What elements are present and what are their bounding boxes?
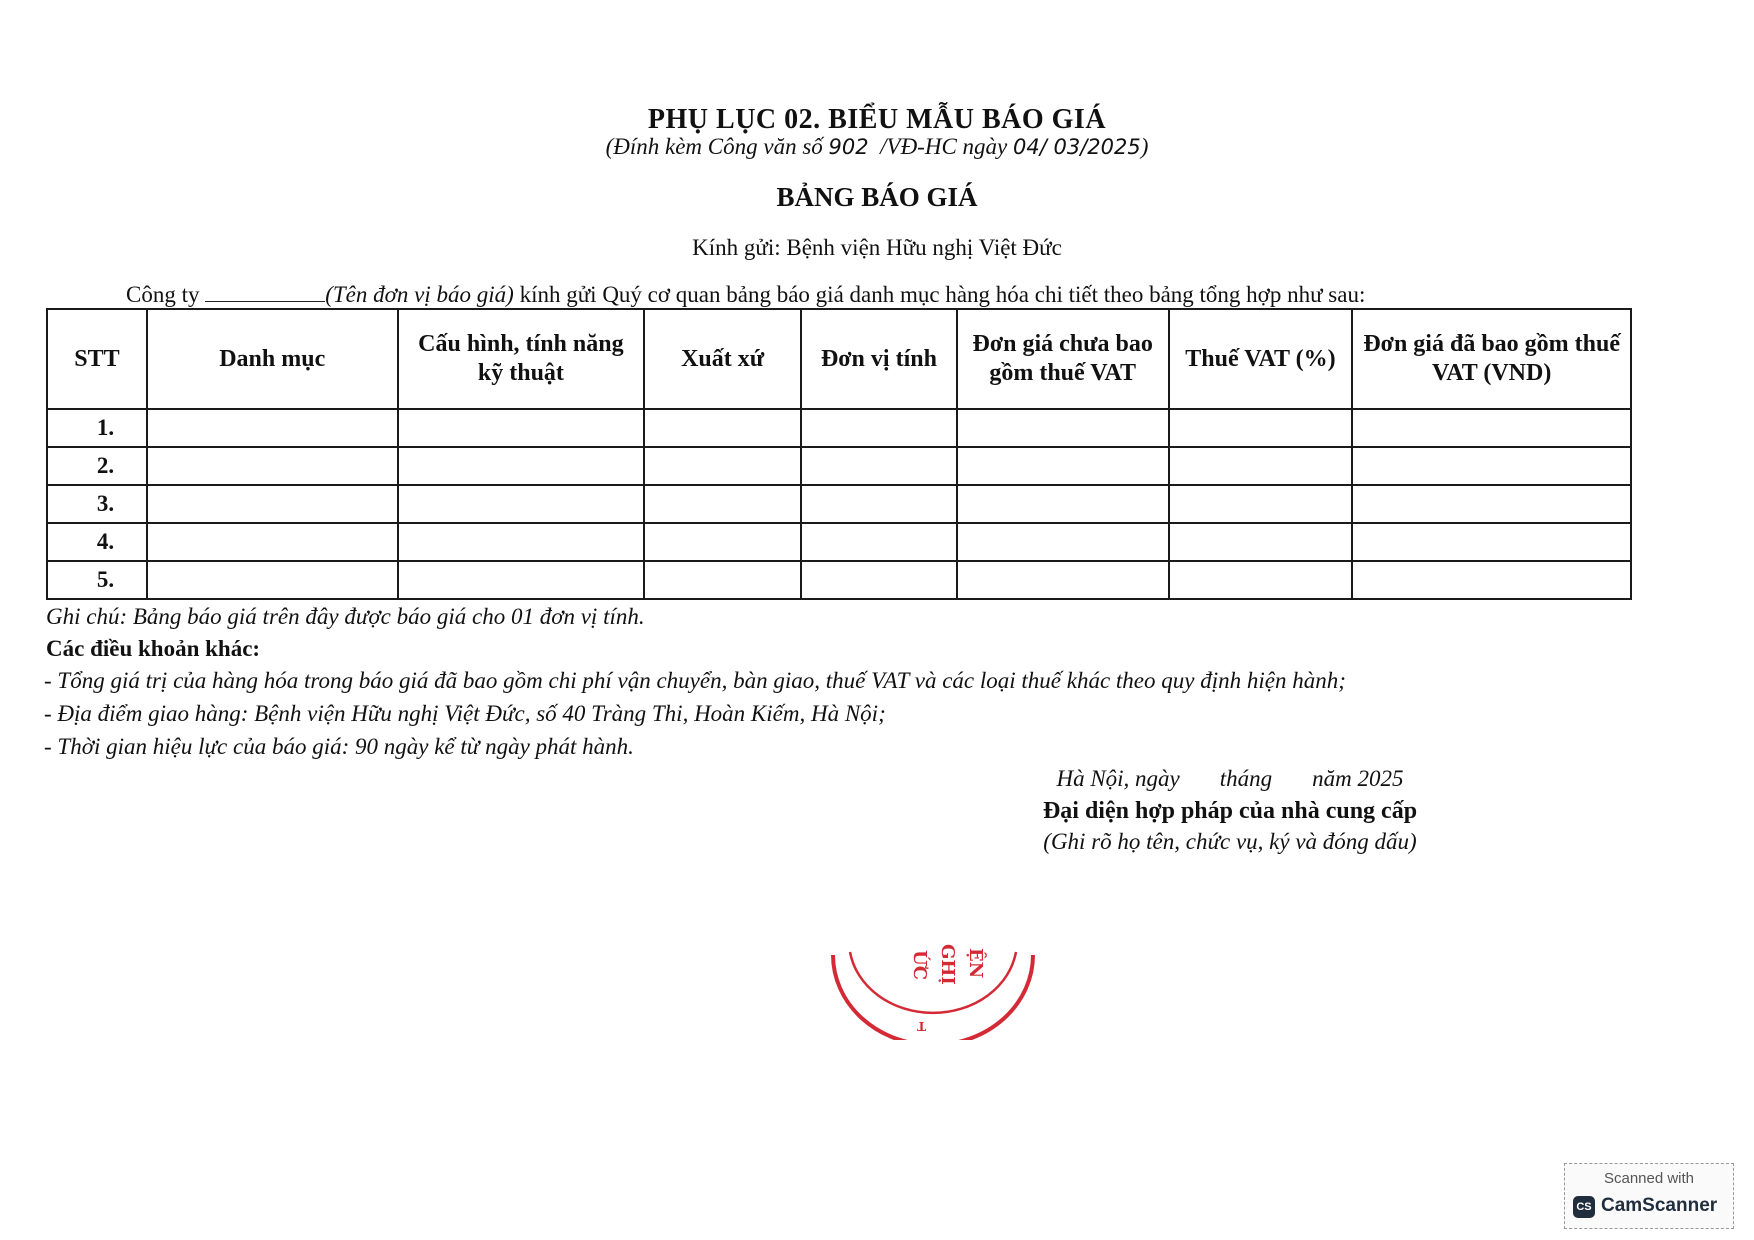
table-cell[interactable]: [1352, 523, 1631, 561]
stamp-text-line: ỨC: [909, 950, 930, 981]
table-cell[interactable]: [644, 523, 801, 561]
quote-table: [46, 308, 1632, 600]
term-item: - Địa điểm giao hàng: Bệnh viện Hữu nghị Việt Đức, số 40 Tràng Thi, Hoàn Kiếm, Hà Nội;: [44, 701, 886, 726]
signature-place-date: Hà Nội, ngày: [1056, 766, 1180, 791]
row-number: 3.: [47, 485, 147, 523]
table-cell[interactable]: [1169, 409, 1353, 447]
subtitle-middle: /VĐ-HC ngày: [880, 134, 1008, 159]
signature-year: năm 2025: [1312, 766, 1404, 791]
header-category: Danh mục: [147, 309, 398, 409]
quote-heading: BẢNG BÁO GIÁ: [776, 182, 978, 212]
document-subtitle: [0, 134, 1754, 160]
stamp-outer-ring: [833, 955, 1033, 1040]
table-cell[interactable]: [957, 561, 1169, 599]
term-item: - Thời gian hiệu lực của báo giá: 90 ngày kể từ ngày phát hành.: [44, 734, 634, 759]
terms-heading: Các điều khoản khác:: [46, 636, 261, 661]
term-item: - Tổng giá trị của hàng hóa trong báo giá đã bao gồm chi phí vận chuyển, bàn giao, thuế VAT và các loại thuế khác theo quy định hiện hành;: [44, 668, 1346, 693]
subtitle-prefix: (Đính kèm Công văn số: [605, 134, 823, 159]
table-cell[interactable]: [1169, 447, 1353, 485]
table-cell[interactable]: [398, 447, 645, 485]
header-price-incl-vat: Đơn giá đã bao gồm thuế VAT (VND): [1352, 309, 1631, 409]
signature-title: Đại diện hợp pháp của nhà cung cấp: [1042, 798, 1418, 824]
table-row: [47, 447, 1631, 485]
stamp-text-line: GHỊ: [937, 944, 958, 985]
camscanner-watermark: [1564, 1163, 1734, 1229]
table-cell[interactable]: [644, 485, 801, 523]
table-note: Ghi chú: Bảng báo giá trên đây được báo giá cho 01 đơn vị tính.: [46, 604, 645, 629]
table-cell[interactable]: [801, 485, 957, 523]
table-cell[interactable]: [644, 409, 801, 447]
company-label: Công ty: [126, 282, 200, 307]
dispatch-date: 04/ 03/2025: [1013, 135, 1141, 159]
table-cell[interactable]: [1169, 561, 1353, 599]
table-cell[interactable]: [957, 409, 1169, 447]
table-cell[interactable]: [1169, 523, 1353, 561]
stamp-inner-ring: [850, 952, 1016, 1013]
signature-note: (Ghi rõ họ tên, chức vụ, ký và đóng dấu): [1043, 829, 1417, 854]
dispatch-number: 902: [828, 135, 869, 159]
table-cell[interactable]: [1352, 485, 1631, 523]
subtitle-suffix: ): [1140, 134, 1149, 159]
header-origin: Xuất xứ: [644, 309, 801, 409]
intro-rest: kính gửi Quý cơ quan bảng báo giá danh mục hàng hóa chi tiết theo bảng tổng hợp như sau:: [519, 282, 1366, 307]
table-row: [47, 485, 1631, 523]
table-cell[interactable]: [1352, 561, 1631, 599]
table-cell[interactable]: [801, 409, 957, 447]
header-price-excl-vat: Đơn giá chưa bao gồm thuế VAT: [957, 309, 1169, 409]
watermark-brand: CamScanner: [1601, 1195, 1718, 1216]
salutation: Kính gửi: Bệnh viện Hữu nghị Việt Đức: [692, 235, 1062, 260]
row-number: 2.: [47, 447, 147, 485]
table-cell[interactable]: [957, 485, 1169, 523]
table-cell[interactable]: [1169, 485, 1353, 523]
red-stamp-seal: [828, 940, 1038, 1040]
table-header-row: [47, 309, 1631, 409]
signature-date-line: [980, 766, 1480, 792]
table-cell[interactable]: [1352, 409, 1631, 447]
table-cell[interactable]: [398, 561, 645, 599]
table-row: [47, 523, 1631, 561]
table-row: [47, 409, 1631, 447]
table-cell[interactable]: [147, 561, 398, 599]
company-name-blank: [205, 283, 325, 302]
row-number: 5.: [47, 561, 147, 599]
signature-month: tháng: [1219, 766, 1273, 791]
table-cell[interactable]: [398, 409, 645, 447]
table-cell[interactable]: [801, 447, 957, 485]
stamp-text-line: T: [917, 1019, 926, 1033]
row-number: 4.: [47, 523, 147, 561]
table-cell[interactable]: [398, 485, 645, 523]
table-cell[interactable]: [147, 409, 398, 447]
row-number: 1.: [47, 409, 147, 447]
watermark-label: Scanned with: [1603, 1170, 1695, 1187]
header-specs: Cấu hình, tính năng kỹ thuật: [398, 309, 645, 409]
table-cell[interactable]: [147, 447, 398, 485]
intro-paragraph: [126, 282, 1365, 308]
company-hint: (Tên đơn vị báo giá): [325, 282, 514, 307]
table-cell[interactable]: [147, 523, 398, 561]
table-row: [47, 561, 1631, 599]
table-cell[interactable]: [957, 447, 1169, 485]
stamp-text-line: ỆN: [965, 948, 986, 979]
table-cell[interactable]: [644, 447, 801, 485]
camscanner-logo-icon: CS: [1573, 1196, 1595, 1218]
header-unit: Đơn vị tính: [801, 309, 957, 409]
header-stt: STT: [47, 309, 147, 409]
table-cell[interactable]: [147, 485, 398, 523]
header-vat: Thuế VAT (%): [1169, 309, 1353, 409]
table-cell[interactable]: [801, 523, 957, 561]
table-cell[interactable]: [398, 523, 645, 561]
table-cell[interactable]: [1352, 447, 1631, 485]
table-cell[interactable]: [957, 523, 1169, 561]
table-cell[interactable]: [801, 561, 957, 599]
document-title: PHỤ LỤC 02. BIỂU MẪU BÁO GIÁ: [647, 104, 1107, 135]
table-cell[interactable]: [644, 561, 801, 599]
